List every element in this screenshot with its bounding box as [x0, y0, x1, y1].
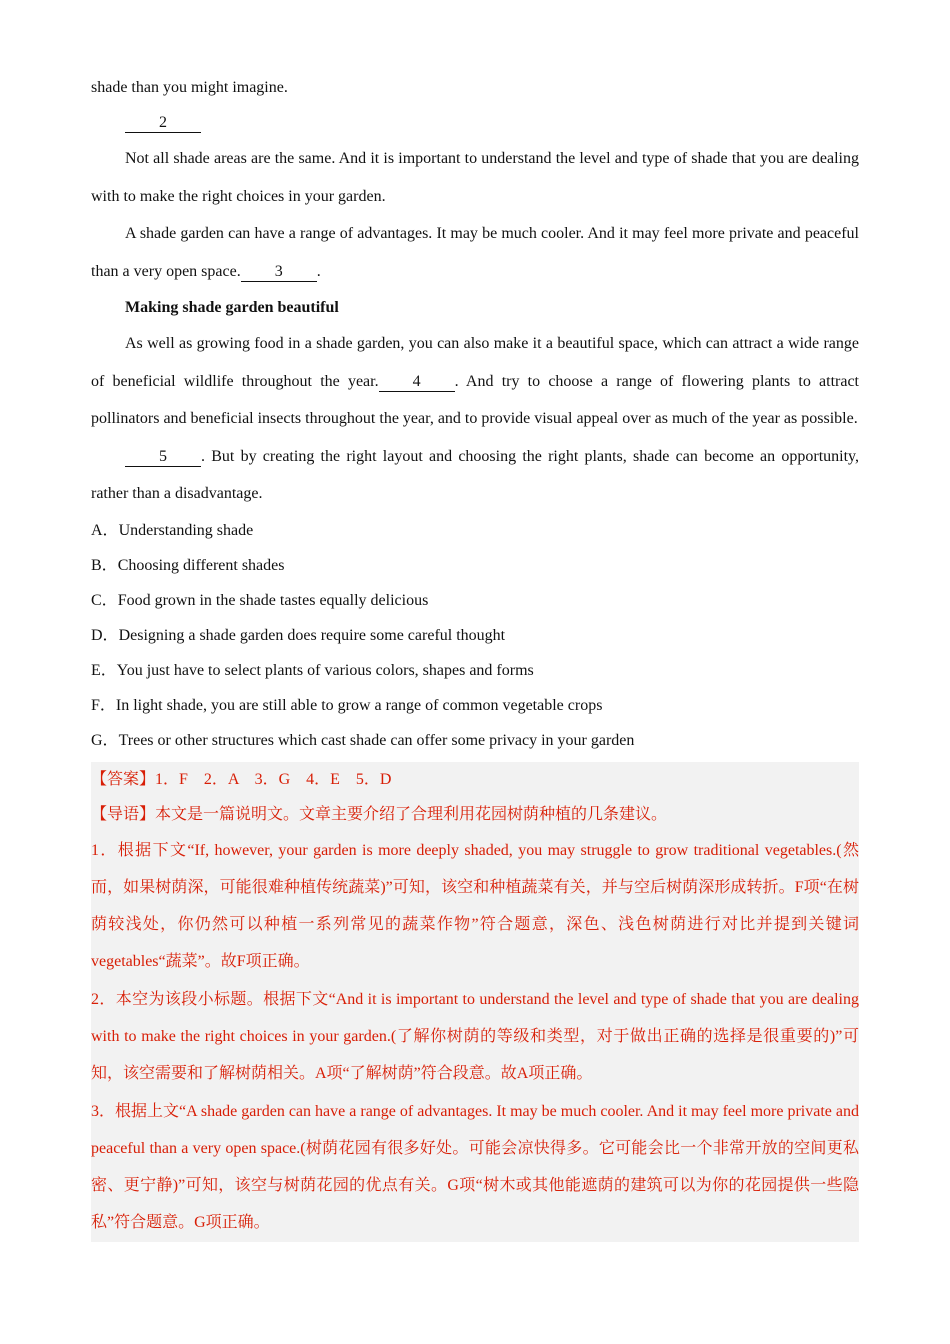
option-letter: F．: [91, 696, 116, 714]
blank-4: 4: [379, 373, 455, 392]
option-c: [91, 583, 859, 618]
passage-line: shade than you might imagine.: [91, 79, 288, 96]
option-letter: D．: [91, 626, 119, 644]
blank-2: 2: [125, 114, 201, 133]
option-letter: C．: [91, 591, 118, 609]
option-f: [91, 688, 859, 723]
option-letter: G．: [91, 731, 119, 749]
option-d: [91, 618, 859, 653]
option-text: You just have to select plants of various colors, shapes and forms: [116, 661, 534, 679]
paragraph-4-end: . But by creating the right layout and choosing the right plants, shade can become an opportunity, rather than a disadvantage.: [91, 447, 859, 502]
section-heading: Making shade garden beautiful: [125, 299, 339, 316]
explanation-3: 3．根据上文“A shade garden can have a range of advantages. It may be much cooler. And it may feel more private and peaceful than a very open space.(树荫花园有很多好处。可能会凉快得多。它可能会比一个非常开放的空间更私密、更宁静)”可知，该空与树荫花园的优点有关。G项“树木或其他能遮荫的建筑可以为你的花园提供一些隐私”符合题意。G项正确。: [91, 1102, 859, 1232]
option-b: [91, 548, 859, 583]
option-text: Choosing different shades: [117, 556, 285, 574]
paragraph-2-text: A shade garden can have a range of advantages. It may be much cooler. And it may feel more private and peaceful than a very open space.: [91, 225, 859, 280]
option-text: Food grown in the shade tastes equally delicious: [117, 591, 429, 609]
explanation-2: 2．本空为该段小标题。根据下文“And it is important to understand the level and type of shade that you are dealing with to make the right choices in your garden.(了解你树荫的等级和类型，对于做出正确的选择是很重要的)”可知，该空需要和了解树荫相关。A项“了解树荫”符合段意。故A项正确。: [91, 990, 859, 1083]
blank-row-2: [91, 105, 859, 140]
option-text: Understanding shade: [118, 521, 254, 539]
paragraph-3: [91, 325, 859, 438]
option-text: Trees or other structures which cast shade can offer some privacy in your garden: [118, 731, 635, 749]
explanation-1: 1．根据下文“If, however, your garden is more deeply shaded, you may struggle to grow traditional vegetables.(然而，如果树荫深，可能很难种植传统蔬菜)”可知，该空和种植蔬菜有关，并与空后树荫深形成转折。F项“在树荫较浅处，你仍然可以种植一系列常见的蔬菜作物”符合题意，深色、浅色树荫进行对比并提到关键词vegetables“蔬菜”。故F项正确。: [91, 841, 859, 971]
option-letter: B．: [91, 556, 118, 574]
paragraph-2: [91, 215, 859, 290]
blank-3: 3: [241, 263, 317, 282]
answer-line: 【答案】1．F 2．A 3．G 4．E 5．D: [91, 770, 392, 788]
paragraph-3-end: . And try to choose a range of flowering plants to attract pollinators and beneficial insects throughout the year, and to provide visual appeal over as much of the year as possible.: [91, 372, 859, 427]
option-letter: E．: [91, 661, 117, 679]
blank-5: 5: [125, 448, 201, 467]
paragraph-2-end: .: [316, 262, 321, 280]
content: [91, 70, 859, 1242]
paragraph-1: Not all shade areas are the same. And it is important to understand the level and type of shade that you are dealing with to make the right choices in your garden.: [91, 150, 859, 205]
option-text: Designing a shade garden does require some careful thought: [118, 626, 506, 644]
option-e: [91, 653, 859, 688]
paragraph-4: [91, 438, 859, 513]
intro-line: 【导语】本文是一篇说明文。文章主要介绍了合理利用花园树荫种植的几条建议。: [91, 805, 668, 823]
option-text: In light shade, you are still able to grow a range of common vegetable crops: [115, 696, 603, 714]
option-a: [91, 513, 859, 548]
answer-box: [91, 762, 859, 1242]
options-list: [91, 513, 859, 758]
option-letter: A．: [91, 521, 119, 539]
paragraph-3-start: As well as growing food in a shade garden, you can also make it a beautiful space, which can attract a wide range of beneficial wildlife throughout the year.: [91, 335, 859, 390]
option-g: [91, 723, 859, 758]
